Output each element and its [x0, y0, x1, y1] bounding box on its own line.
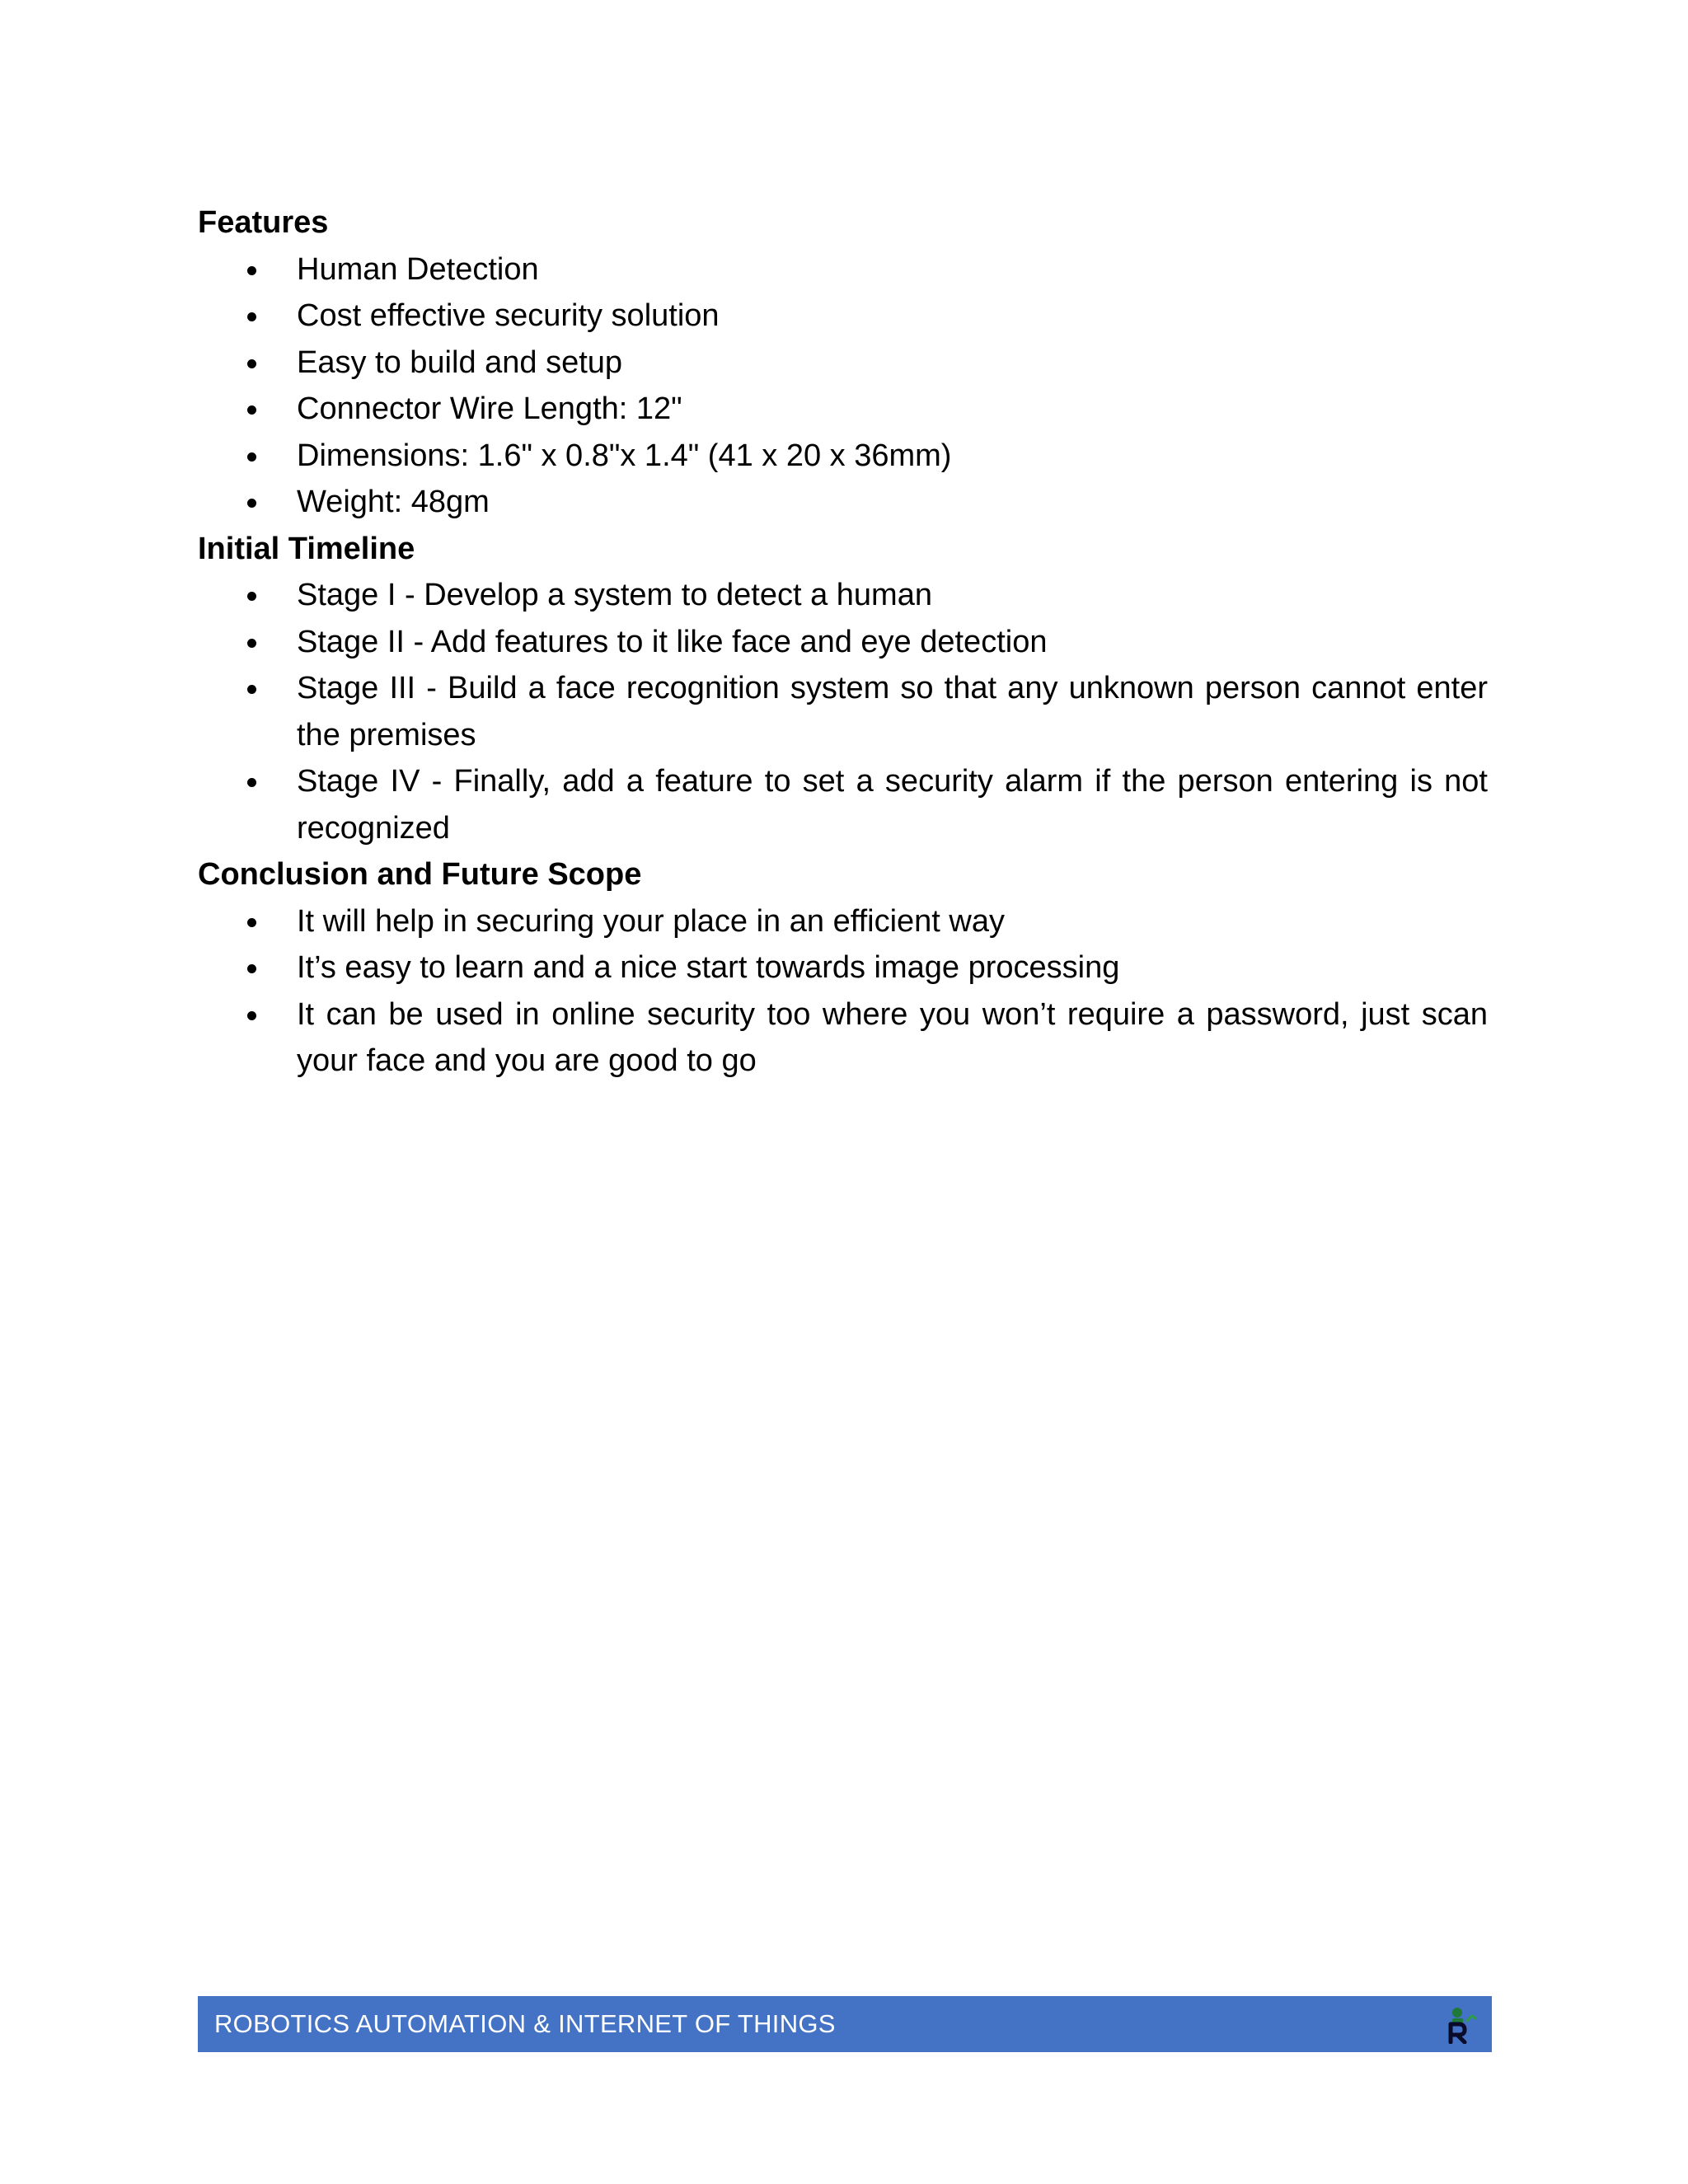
bullet-icon [247, 592, 256, 601]
list-item [198, 619, 1488, 666]
bullet-icon [247, 405, 256, 415]
list-item [198, 665, 1488, 758]
bullet-icon [247, 778, 256, 787]
document-body [198, 199, 1488, 1085]
section-heading-features: Features [198, 205, 329, 240]
list-item [198, 386, 1488, 433]
footer-text: ROBOTICS AUTOMATION & INTERNET OF THINGS [214, 2009, 836, 2038]
bullet-icon [247, 685, 256, 694]
bullet-icon [247, 639, 256, 648]
list-item [198, 572, 1488, 619]
bullet-icon [247, 499, 256, 508]
list-item-text: Dimensions: 1.6" x 0.8"x 1.4" (41 x 20 x 36mm) [297, 438, 952, 473]
list-item-text: Stage III - Build a face recognition system so that any unknown person cannot enter the premises [297, 671, 1488, 752]
timeline-list [198, 572, 1488, 851]
list-item-text: It’s easy to learn and a nice start towards image processing [297, 950, 1120, 985]
list-item-text: Stage IV - Finally, add a feature to set a security alarm if the person entering is not recognized [297, 764, 1488, 846]
bullet-icon [247, 452, 256, 462]
list-item-text: Easy to build and setup [297, 344, 623, 380]
list-item [198, 758, 1488, 851]
list-item-text: Stage I - Develop a system to detect a human [297, 578, 932, 612]
list-item [198, 340, 1488, 387]
list-item-text: Human Detection [297, 251, 539, 287]
bullet-icon [247, 964, 256, 973]
list-item [198, 479, 1488, 526]
bullet-icon [247, 312, 256, 321]
bullet-icon [247, 266, 256, 275]
list-item-text: Connector Wire Length: 12" [297, 391, 682, 426]
features-list [198, 246, 1488, 526]
list-item [198, 433, 1488, 480]
page-footer [198, 1996, 1492, 2052]
list-item [198, 293, 1488, 340]
conclusion-list [198, 898, 1488, 1085]
bullet-icon [247, 918, 256, 927]
section-heading-initial-timeline: Initial Timeline [198, 531, 415, 566]
list-item [198, 898, 1488, 945]
list-item-text: It can be used in online security too where you won’t require a password, just scan your face and you are good to go [297, 996, 1488, 1078]
list-item [198, 944, 1488, 991]
bullet-icon [247, 359, 256, 368]
robot-r-logo-icon [1442, 2006, 1479, 2044]
list-item [198, 246, 1488, 293]
list-item-text: Stage II - Add features to it like face and eye detection [297, 624, 1048, 659]
list-item-text: It will help in securing your place in an efficient way [297, 903, 1005, 939]
list-item-text: Cost effective security solution [297, 298, 720, 333]
bullet-icon [247, 1011, 256, 1020]
list-item-text: Weight: 48gm [297, 485, 490, 519]
section-heading-conclusion: Conclusion and Future Scope [198, 857, 642, 892]
list-item [198, 991, 1488, 1085]
